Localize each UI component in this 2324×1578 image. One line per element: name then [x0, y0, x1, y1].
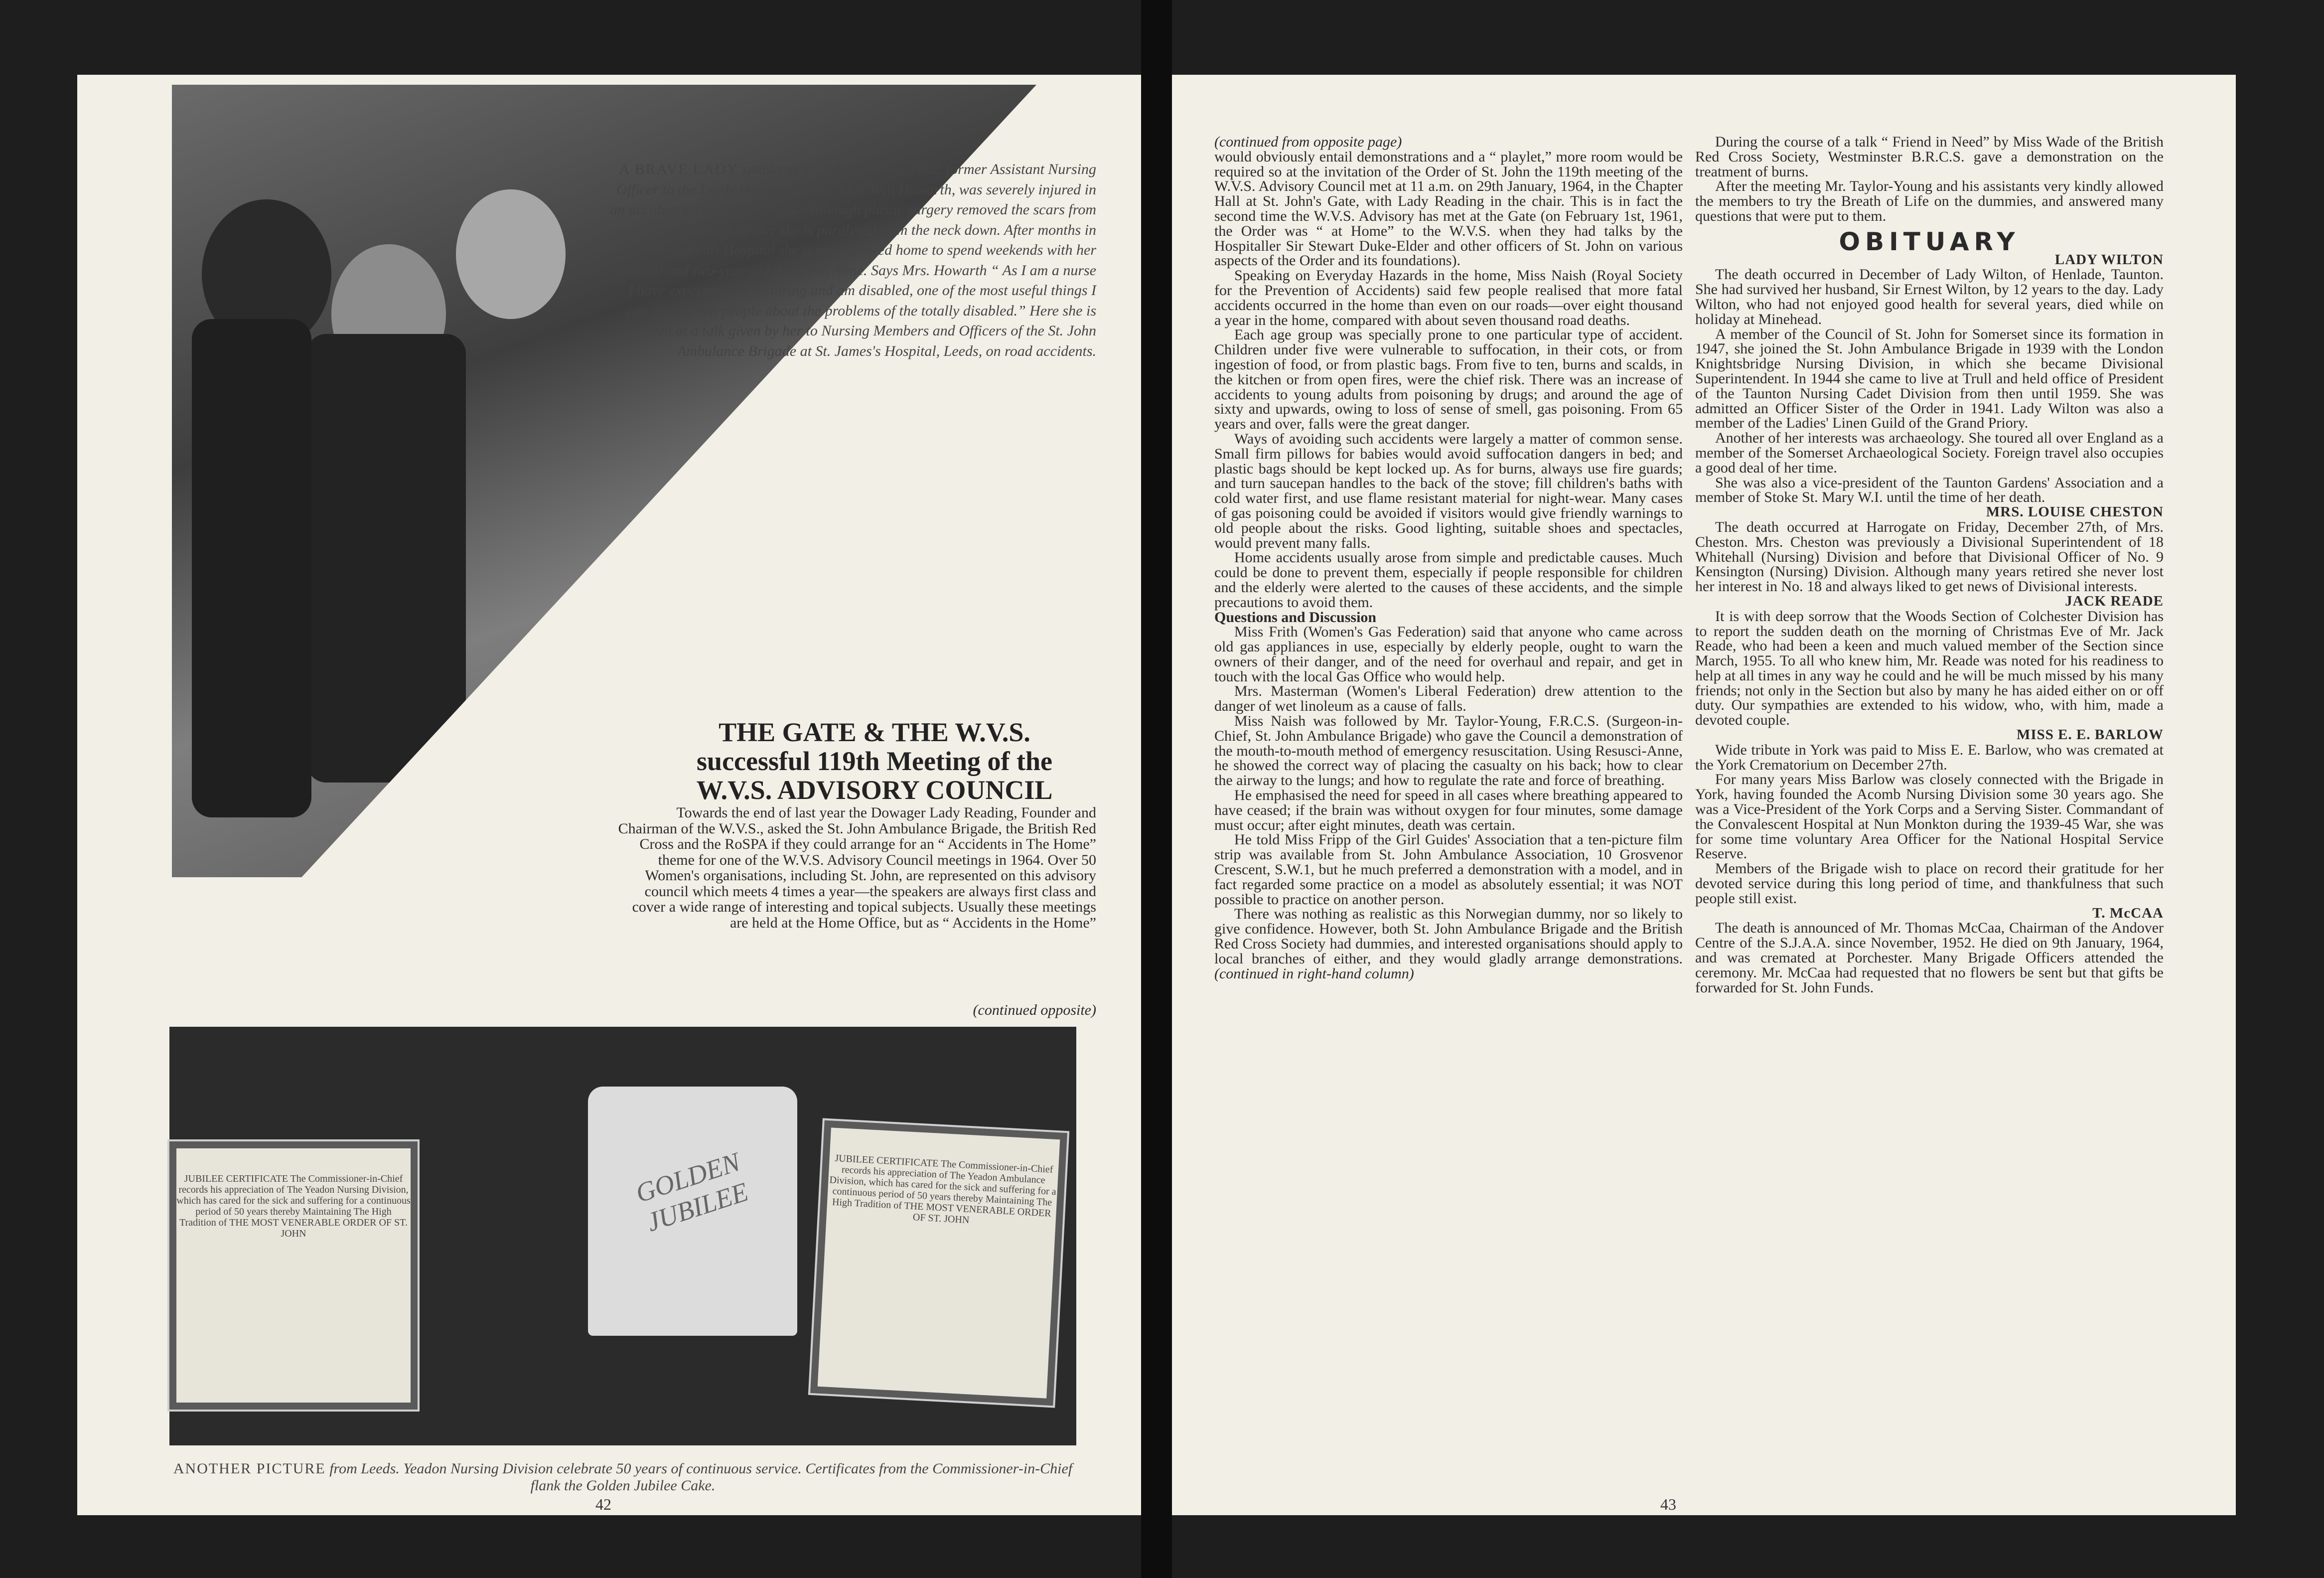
paragraph: Speaking on Everyday Hazards in the home, Miss Naish (Royal Society for the Prevention of Accidents) said few people realised that more fatal accidents occurred in the home than even on our roads—over eight thousand a year in the home, compared with about seven thousand road deaths. — [1214, 267, 1683, 328]
book-spine — [1141, 0, 1172, 1578]
paragraph: For many years Miss Barlow was closely connected with the Brigade in York, having founded the Acomb Nursing Division some 30 years ago. She was a Vice-President of the York Corps and a Serving Sister. Commandant of the Convalescent Hospital at Nun Monkton during the 1939-45 War, she was for some time voluntary Area Officer for the National Hospital Service Reserve. — [1695, 771, 2164, 862]
obituary-name: MISS E. E. BARLOW — [2017, 727, 2164, 743]
paragraph: He emphasised the need for speed in all cases where breathing appeared to have ceased; if the brain was without oxygen for four minutes, some damage must occur; after eight minutes, death was certain. — [1214, 787, 1683, 833]
paragraph: would obviously entail demonstrations and a “ playlet,” more room would be required so at the invitation of the Order of St. John the 119th meeting of the W.V.S. Advisory Council met at 11 a.m. on 29th January, 1964, in the Chapter Hall at St. John's Gate, with Lady Reading in the chair. This is in fact the second time the W.V.S. Advisory has met at the Gate (on February 1st, 1961, the Order was “ at Home” to the W.V.S. when they had talks by the Hospitaller Sir Stewart Duke-Elder and other officers of St. John on various aspects of the Order and its foundations). — [1214, 148, 1683, 269]
caption-bottom-text: from Leeds. Yeadon Nursing Division celebrate 50 years of continuous service. Certificates from the Commissioner-in-Chief flank the Golden Jubilee Cake. — [329, 1460, 1073, 1494]
paragraph: Another of her interests was archaeology. She toured all over England as a member of the Somerset Archaeological Society. Foreign travel also occupies a good deal of her time. — [1695, 430, 2164, 476]
obituary-name: MRS. LOUISE CHESTON — [1986, 504, 2164, 520]
article-intro: Towards the end of last year the Dowager Lady Reading, Founder and Chairman of the W.V.S., asked the St. John Ambulance Brigade, the British Red Cross and the RoSPA if they could arrange for an “ Accidents in The Home” theme for one of the W.V.S. Advisory Council meetings in 1964. Over 50 Women's organisations, including St. John, are represented on this advisory council which meets 4 times a year—the speakers are always first class and cover a wide range of interesting and topical subjects. Usually these meetings are held at the Home Office, but as “ Accidents in the Home” — [618, 804, 1096, 931]
paragraph: The death occurred in December of Lady Wilton, of Henlade, Taunton. She had survived her husband, Sir Ernest Wilton, by 12 years to the day. Lady Wilton, who had not enjoyed good health for several years, died while on holiday at Minehead. — [1695, 266, 2164, 327]
paragraph: The death occurred at Harrogate on Friday, December 27th, of Mrs. Cheston. Mrs. Cheston was previously a Divisional Superintendent of 18 Whitehall (Nursing) Division and before that Divisional Officer of No. 9 Kensington (Nursing) Division. Although many years retired she never lost her interest in No. 18 and always liked to get news of Divisional interests. — [1695, 518, 2164, 595]
left-page — [77, 75, 1141, 1515]
certificate-left-text: JUBILEE CERTIFICATE The Commissioner-in-Chief records his appreciation of The Yeadon Nursing Division, which has cared for the sick and suffering for a continuous period of 50 years thereby Maintaining The High Tradition of THE MOST VENERABLE ORDER OF ST. JOHN — [176, 1173, 411, 1239]
jubilee-photo — [169, 1027, 1076, 1445]
continued-right-note: (continued in right-hand column) — [1214, 965, 1414, 982]
paragraph: Members of the Brigade wish to place on record their gratitude for her devoted service during this long period of time, and thankfulness that such people still exist. — [1695, 860, 2164, 907]
paragraph — [1214, 907, 1683, 981]
certificate-right — [810, 1120, 1067, 1406]
paragraph: Miss Naish was followed by Mr. Taylor-Young, F.R.C.S. (Surgeon-in-Chief, St. John Ambulance Brigade) who gave the Council a demonstration of the mouth-to-mouth method of emergency resuscitation. Using Resusci-Anne, he showed the correct way of placing the casualty on his back; how to clear the airway to the lungs; and how to regulate the rate and force of breathing. — [1214, 713, 1683, 789]
subheading: Questions and Discussion — [1214, 609, 1377, 626]
photo-caption-top — [605, 159, 1096, 678]
paragraph: A member of the Council of St. John for Somerset since its formation in 1947, she joined the St. John Ambulance Brigade in 1939 with the London Knightsbridge Nursing Division, in which she became Divisional Superintendent. In 1944 she came to live at Trull and held office of President of the Taunton Nursing Cadet Division from then until 1959. She was admitted an Officer Sister of the Order in 1941. Lady Wilton was also a member of the Ladies' Linen Guild of the Grand Priory. — [1695, 325, 2164, 432]
paragraph: She was also a vice-president of the Taunton Gardens' Association and a member of Stoke St. Mary W.I. until the time of her death. — [1695, 474, 2164, 506]
paragraph: Home accidents usually arose from simple and predictable causes. Much could be done to prevent them, especially if people responsible for children and the elderly were alerted to the causes of these accidents, and the simple precautions to avoid them. — [1214, 549, 1683, 611]
caption-text: speaks to St. John. In June, 1962, former Assistant Nursing Officer to the Leeds Hospital Board, Mrs. Wyn Howarth, was severely injured in an accident on her way to work. Although plastic surgery removed the scars from her face, to-day she is paralysed from the neck down. After months in Pinderfields Hospital she is now allowed home to spend weekends with her husband and two-year-old daughter, Anne. Says Mrs. Howarth “ As I am a nurse I have experience in lecturing and am disabled, one of the most useful things I can do is to tell people about the problems of the totally disabled.” Here she is seen at a talk given by her to Nursing Members and Officers of the St. John Ambulance Brigade at St. James's Hospital, Leeds, on road accidents. — [610, 161, 1096, 359]
caption-bottom-lead: ANOTHER PICTURE — [173, 1460, 326, 1477]
certificate-right-text: JUBILEE CERTIFICATE The Commissioner-in-Chief records his appreciation of The Yeadon Ambulance Division, which has cared for the sick and suffering for a continuous period of 50 years thereby Maintaining The High Tradition of THE MOST VENERABLE ORDER OF ST. JOHN — [829, 1152, 1057, 1226]
headline-line-3: W.V.S. ADVISORY COUNCIL — [696, 775, 1053, 805]
jubilee-cake — [588, 1087, 797, 1336]
page-number-right: 43 — [1660, 1495, 1676, 1513]
paragraph: The death is announced of Mr. Thomas McCaa, Chairman of the Andover Centre of the S.J.A.A. since November, 1952. He died on 9th January, 1964, and was cremated at Porchester. Many Brigade Officers attended the ceremony. Mr. McCaa had requested that no flowers be sent but that gifts be forwarded for St. John Funds. — [1695, 920, 2164, 996]
photo-caption-bottom — [169, 1460, 1076, 1494]
paragraph: During the course of a talk “ Friend in Need” by Miss Wade of the British Red Cross Society, Westminster B.R.C.S. gave a demonstration on the treatment of burns. — [1695, 134, 2164, 180]
obituary-name: T. McCAA — [2092, 905, 2164, 921]
paragraph: After the meeting Mr. Taylor-Young and his assistants very kindly allowed the members to try the Breath of Life on the dummies, and answered many questions that were put to them. — [1695, 178, 2164, 224]
column-2 — [1695, 135, 2164, 995]
obituary-name: JACK READE — [2065, 593, 2164, 609]
paragraph: Mrs. Masterman (Women's Liberal Federation) drew attention to the danger of wet linoleum as a cause of falls. — [1214, 683, 1683, 715]
headline-line-1: THE GATE & THE W.V.S. — [719, 717, 1030, 747]
page-number-left: 42 — [595, 1495, 611, 1513]
caption-lead: A BRAVE LADY — [619, 161, 739, 177]
article-headline — [655, 718, 1094, 804]
paragraph: Miss Frith (Women's Gas Federation) said that anyone who came across old gas appliances in use, especially by elderly people, ought to warn the owners of their danger, and of the need for overhaul and repair, and get in touch with the local Gas Office who would help. — [1214, 624, 1683, 685]
paragraph: Wide tribute in York was paid to Miss E. E. Barlow, who was cremated at the York Crematorium on December 27th. — [1695, 741, 2164, 773]
paragraph: It is with deep sorrow that the Woods Section of Colchester Division has to report the sudden death on the morning of Christmas Eve of Mr. Jack Reade, who had been a keen and much valued member of the Section since March, 1955. To all who knew him, Mr. Reade was noted for his readiness to help at all times in any way he could and he will be much missed by his many friends; not only in the Section but also by many he has aided either on or off duty. Our sympathies are extended to his widow, who, with him, made a devoted couple. — [1695, 608, 2164, 729]
cake-inscription: GOLDEN JUBILEE — [632, 1146, 752, 1238]
column-1 — [1214, 135, 1683, 981]
certificate-left — [169, 1141, 418, 1410]
obituary-name: LADY WILTON — [2054, 251, 2164, 268]
paragraph: Each age group was specially prone to one particular type of accident. Children under five were vulnerable to suffocation, in their cots, or from ingestion of food, or from plastic bags. From five to ten, burns and scalds, in the kitchen or from open fires, were the chief risk. There was an increase of accidents to young adults from poisoning by drugs; and around the age of sixty and upwards, owing to loss of sense of smell, gas poisoning. From 65 years and over, falls were the great danger. — [1214, 326, 1683, 433]
paragraph: He told Miss Fripp of the Girl Guides' Association that a ten-picture film strip was available from St. John Ambulance Association, 10 Grosvenor Crescent, S.W.1, but he much preferred a demonstration with a model, and in fact regarded some practice on a model as absolutely essential; it was NOT possible to practice on another person. — [1214, 831, 1683, 908]
right-page — [1172, 75, 2236, 1515]
continued-from-note: (continued from opposite page) — [1214, 134, 1402, 150]
continued-opposite-note: (continued opposite) — [973, 1002, 1096, 1018]
headline-line-2: successful 119th Meeting of the — [697, 746, 1052, 776]
paragraph-text: There was nothing as realistic as this Norwegian dummy, nor so likely to give confidence. However, both St. John Ambulance Brigade and the British Red Cross Society had dummies, and interested organisations should apply to local branches of either, and they would gladly arrange demonstrations. — [1214, 906, 1683, 967]
paragraph: Ways of avoiding such accidents were largely a matter of common sense. Small firm pillows for babies would avoid suffocation dangers in bed; and plastic bags should be kept locked up. As for burns, always use fire guards; and turn saucepan handles to the back of the stove; fill children's baths with cold water first, and use flame resistant material for night-wear. Many cases of gas poisoning could be avoided if visitors would give friendly warnings to old people about the risks. Good lighting, suitable shoes and spectacles, would prevent many falls. — [1214, 430, 1683, 551]
obituary-heading: OBITUARY — [1839, 227, 2020, 256]
